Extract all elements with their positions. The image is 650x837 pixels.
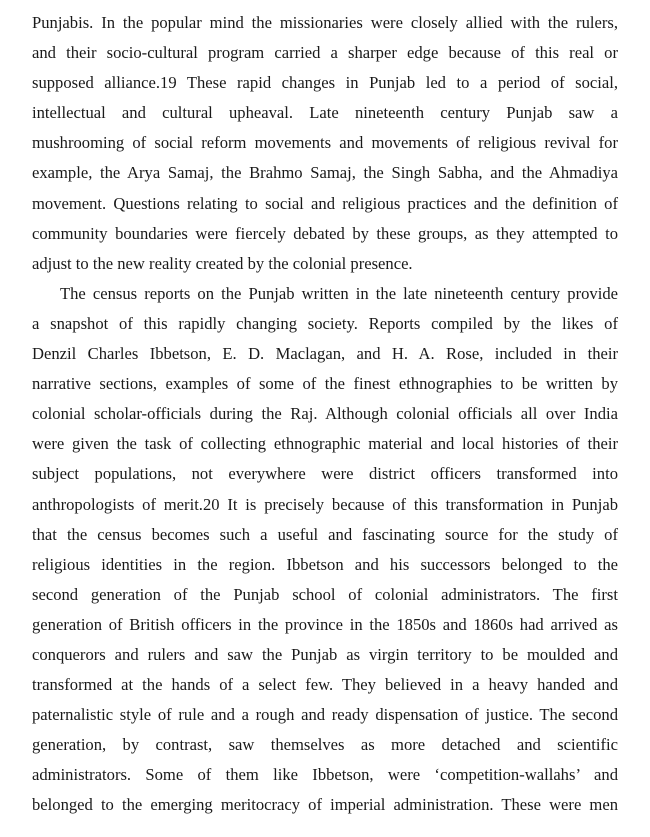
text-line: belonged to the emerging meritocracy of imperial administration. These were men [32,795,618,815]
text-line: a snapshot of this rapidly changing society. Reports compiled by the likes of [32,313,618,333]
text-line: adjust to the new reality created by the colonial presence. [32,253,413,273]
text-line: Denzil Charles Ibbetson, E. D. Maclagan, and H. A. Rose, included in their [32,344,618,364]
text-line: transformed at the hands of a select few. They believed in a heavy handed and [32,675,618,695]
text-line: were given the task of collecting ethnographic material and local histories of their [32,434,618,454]
text-line: second generation of the Punjab school of colonial administrators. The first [32,584,618,604]
text-line: generation, by contrast, saw themselves as more detached and scientific [32,735,618,755]
paragraph-2 [32,279,618,821]
text-line: supposed alliance.19 These rapid changes in Punjab led to a period of social, [32,73,618,93]
text-line: movement. Questions relating to social and religious practices and the definition of [32,193,618,213]
text-line: example, the Arya Samaj, the Brahmo Samaj, the Singh Sabha, and the Ahmadiya [32,163,618,183]
text-line: narrative sections, examples of some of the finest ethnographies to be written by [32,374,618,394]
text-line: Punjabis. In the popular mind the missionaries were closely allied with the rulers, [32,13,618,32]
text-line: The census reports on the Punjab written in the late nineteenth century provide [60,283,618,303]
paragraph-1 [32,8,618,279]
text-line: anthropologists of merit.20 It is precisely because of this transformation in Punjab [32,494,618,514]
text-line: subject populations, not everywhere were district officers transformed into [32,464,618,484]
text-line: administrators. Some of them like Ibbetson, were ‘competition-wallahs’ and [32,765,618,785]
text-line: that the census becomes such a useful and fascinating source for the study of [32,524,618,544]
text-line: intellectual and cultural upheaval. Late nineteenth century Punjab saw a [32,103,618,123]
text-line: mushrooming of social reform movements and movements of religious revival for [32,133,618,153]
text-line: and their socio-cultural program carried a sharper edge because of this real or [32,43,618,63]
text-line: religious identities in the region. Ibbetson and his successors belonged to the [32,554,618,574]
text-line: community boundaries were fiercely debated by these groups, as they attempted to [32,223,618,243]
text-line: generation of British officers in the province in the 1850s and 1860s had arrived as [32,614,618,634]
text-line: paternalistic style of rule and a rough and ready dispensation of justice. The second [32,705,618,725]
text-line: colonial scholar-officials during the Raj. Although colonial officials all over India [32,404,618,424]
text-line: conquerors and rulers and saw the Punjab as virgin territory to be moulded and [32,644,618,664]
